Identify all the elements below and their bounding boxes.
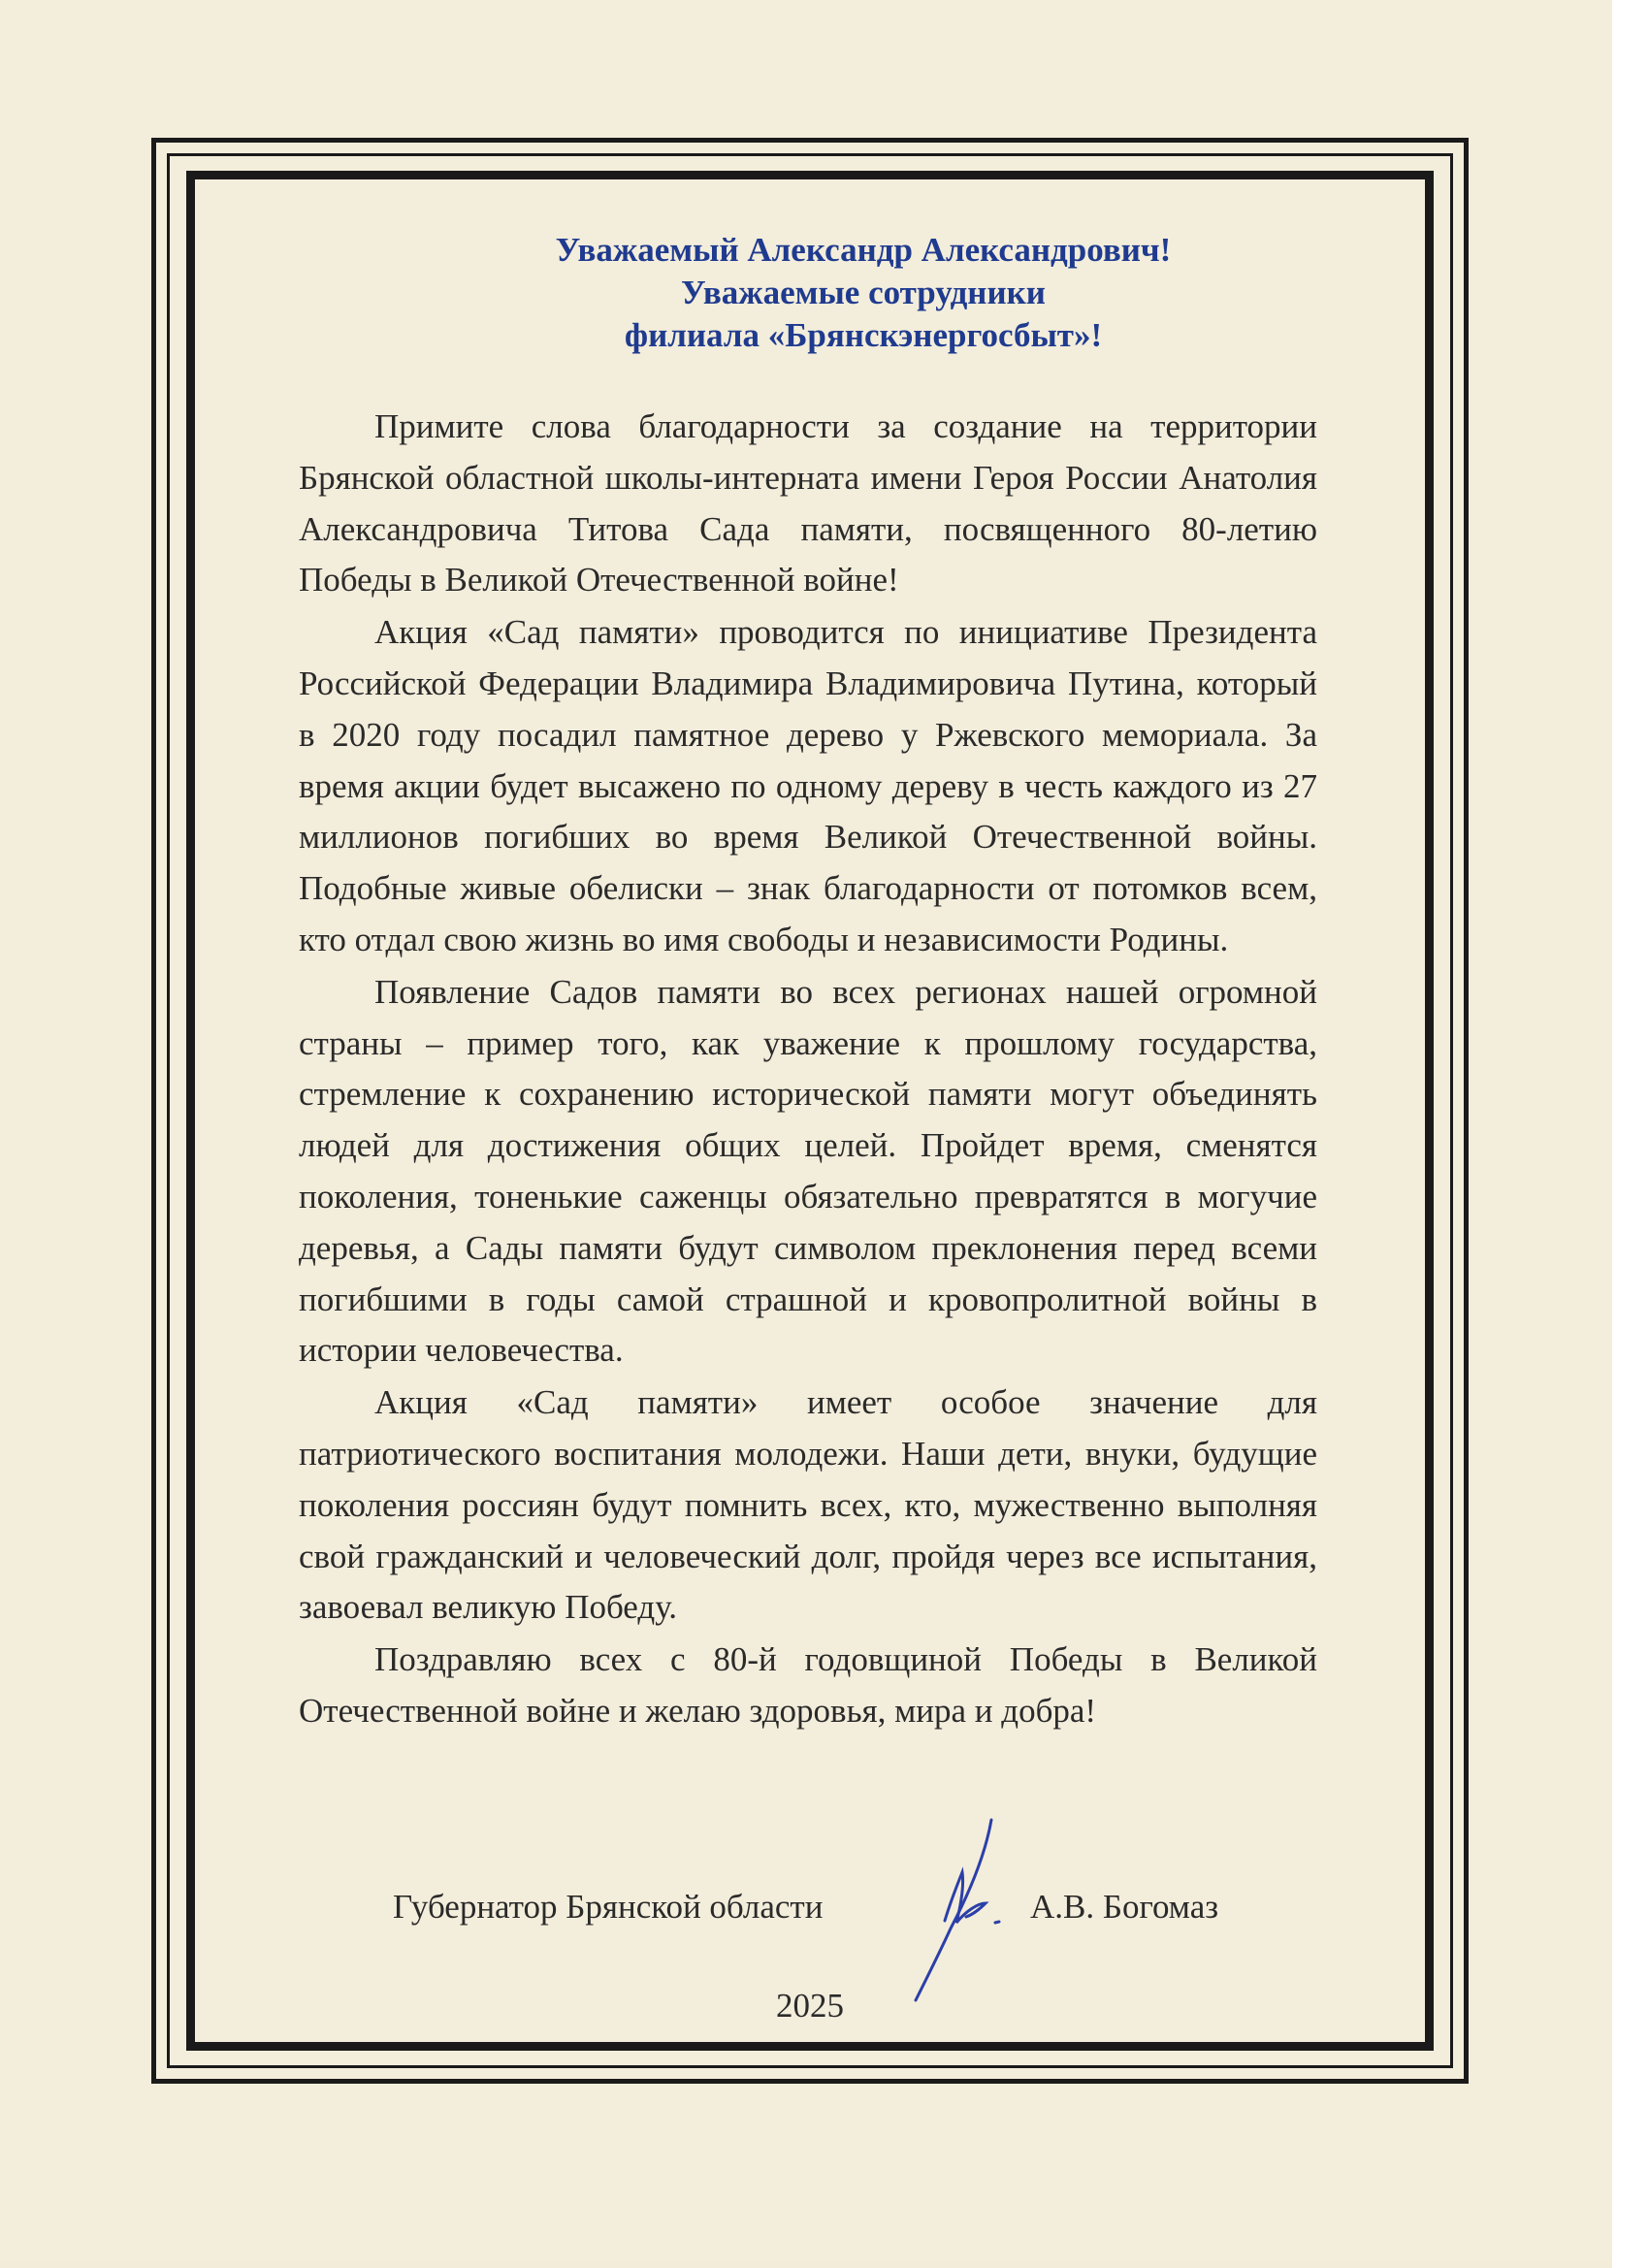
scan-edge	[1612, 0, 1649, 2268]
paragraph-1: Примите слова благодарности за создание на территории Брянской областной школы-интерната имени Героя России Анатолия Александровича Титова Сада памяти, посвященного 80-летию Победы в Великой Отечественной войне!	[299, 407, 1317, 599]
greeting-line-2: Уважаемые сотрудники	[681, 274, 1046, 311]
paragraph-5: Поздравляю всех с 80-й годовщиной Победы в Великой Отечественной войне и желаю здоровья, мира и добра!	[299, 1640, 1317, 1730]
greeting-line-1: Уважаемый Александр Александрович!	[555, 231, 1172, 269]
letter-body	[299, 402, 1317, 1738]
greeting-block	[291, 229, 1436, 357]
signatory-name: А.В. Богомаз	[1030, 1888, 1219, 1926]
paragraph-3: Появление Садов памяти во всех регионах нашей огромной страны – пример того, как уважение к прошлому государства, стремление к сохранению исторической памяти могут объединять людей для достижения общих целей. Пройдет время, сменятся поколения, тоненькие саженцы обязательно превратятся в могучие деревья, а Сады памяти будут символом преклонения перед всеми погибшими в годы самой страшной и кровопролитной войны в истории человечества.	[299, 972, 1317, 1370]
paragraph-4: Акция «Сад памяти» имеет особое значение для патриотического воспитания молодежи. Наши дети, внуки, будущие поколения россиян будут помнить всех, кто, мужественно выполняя свой гражданский и человеческий долг, пройдя через все испытания, завоевал великую Победу.	[299, 1383, 1317, 1627]
paragraph-2: Акция «Сад памяти» проводится по инициативе Президента Российской Федерации Владимира Владимировича Путина, который в 2020 году посадил памятное дерево у Ржевского мемориала. За время акции будет высажено по одному дереву в честь каждого из 27 миллионов погибших во время Великой Отечественной войны. Подобные живые обелиски – знак благодарности от потомков всем, кто отдал свою жизнь во имя свободы и независимости Родины.	[299, 613, 1317, 958]
letter-year: 2025	[776, 1987, 844, 2025]
greeting-line-3: филиала «Брянскэнергосбыт»!	[624, 316, 1103, 354]
handwritten-signature	[902, 1814, 1038, 2008]
signatory-title: Губернатор Брянской области	[393, 1888, 824, 1926]
